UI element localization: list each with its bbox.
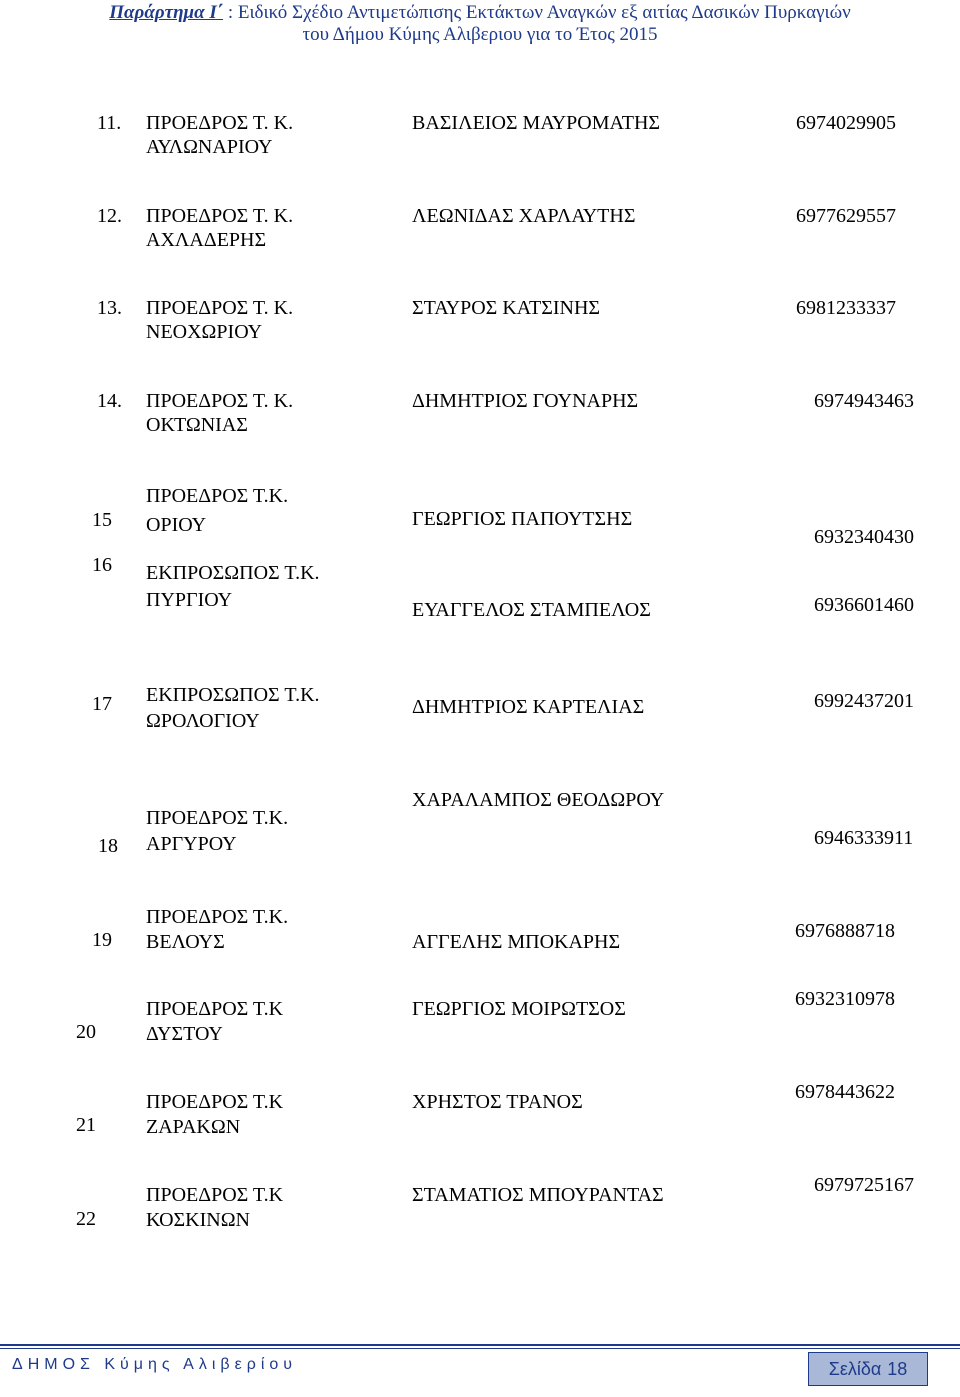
person-name: ΔΗΜΗΤΡΙΟΣ ΚΑΡΤΕΛΙΑΣ: [412, 696, 645, 718]
person-name: ΛΕΩΝΙΔΑΣ ΧΑΡΛΑΥΤΗΣ: [412, 205, 636, 227]
position-title: ΠΡΟΕΔΡΟΣ Τ. Κ.: [146, 205, 294, 227]
phone-number: 6978443622: [795, 1081, 895, 1103]
phone-number: 6979725167: [814, 1174, 914, 1196]
footer-rule: [0, 1344, 960, 1346]
community-name: ΟΚΤΩΝΙΑΣ: [146, 414, 248, 436]
community-name: ΑΥΛΩΝΑΡΙΟΥ: [146, 136, 273, 158]
row-number: 11.: [97, 112, 122, 134]
row-number: 22: [76, 1208, 96, 1230]
page-label: Σελίδα: [828, 1358, 882, 1379]
row-number: 20: [76, 1021, 96, 1043]
row-number: 15: [92, 509, 112, 531]
row-number: 18: [98, 835, 118, 857]
page-number-badge: [808, 1352, 928, 1386]
position-title: ΠΡΟΕΔΡΟΣ Τ.Κ: [146, 1091, 284, 1113]
page-number: 18: [887, 1358, 908, 1379]
phone-number: 6974029905: [796, 112, 896, 134]
row-number: 12.: [97, 205, 122, 227]
appendix-label: Παράρτημα Ι΄: [109, 2, 224, 23]
person-name: ΣΤΑΜΑΤΙΟΣ ΜΠΟΥΡΑΝΤΑΣ: [412, 1184, 664, 1206]
row-number: 14.: [97, 390, 122, 412]
position-title: ΠΡΟΕΔΡΟΣ Τ.Κ: [146, 998, 284, 1020]
position-title: ΠΡΟΕΔΡΟΣ Τ. Κ.: [146, 390, 294, 412]
position-title: ΠΡΟΕΔΡΟΣ Τ.Κ.: [146, 485, 289, 507]
row-number: 19: [92, 929, 112, 951]
community-name: ΖΑΡΑΚΩΝ: [146, 1116, 241, 1138]
community-name: ΑΧΛΑΔΕΡΗΣ: [146, 229, 267, 251]
row-number: 13.: [97, 297, 122, 319]
person-name: ΓΕΩΡΓΙΟΣ ΜΟΙΡΩΤΣΟΣ: [412, 998, 626, 1020]
header-line-1: [0, 2, 960, 24]
community-name: ΩΡΟΛΟΓΙΟΥ: [146, 710, 260, 732]
community-name: ΒΕΛΟΥΣ: [146, 931, 225, 953]
phone-number: 6932310978: [795, 988, 895, 1010]
phone-number: 6981233337: [796, 297, 896, 319]
phone-number: 6946333911: [814, 827, 914, 849]
position-title: ΠΡΟΕΔΡΟΣ Τ. Κ.: [146, 112, 294, 134]
phone-number: 6974943463: [814, 390, 914, 412]
position-title: ΠΡΟΕΔΡΟΣ Τ. Κ.: [146, 297, 294, 319]
community-name: ΔΥΣΤΟΥ: [146, 1023, 223, 1045]
position-title: ΠΡΟΕΔΡΟΣ Τ.Κ: [146, 1184, 284, 1206]
community-name: ΚΟΣΚΙΝΩΝ: [146, 1209, 251, 1231]
phone-number: 6932340430: [814, 526, 914, 548]
footer-rule-thin: [0, 1348, 960, 1349]
phone-number: 6977629557: [796, 205, 896, 227]
phone-number: 6992437201: [814, 690, 914, 712]
row-number: 21: [76, 1114, 96, 1136]
person-name: ΑΓΓΕΛΗΣ ΜΠΟΚΑΡΗΣ: [412, 931, 621, 953]
header-title: : Ειδικό Σχέδιο Αντιμετώπισης Εκτάκτων Αναγκών εξ αιτίας Δασικών Πυρκαγιών: [223, 2, 851, 23]
community-name: ΑΡΓΥΡΟΥ: [146, 833, 237, 855]
person-name: ΧΑΡΑΛΑΜΠΟΣ ΘΕΟΔΩΡΟΥ: [412, 789, 665, 811]
position-title: ΠΡΟΕΔΡΟΣ Τ.Κ.: [146, 807, 289, 829]
position-title: ΕΚΠΡΟΣΩΠΟΣ Τ.Κ.: [146, 684, 320, 706]
position-title: ΕΚΠΡΟΣΩΠΟΣ Τ.Κ.: [146, 562, 320, 584]
row-number: 16: [92, 554, 112, 576]
person-name: ΓΕΩΡΓΙΟΣ ΠΑΠΟΥΤΣΗΣ: [412, 508, 633, 530]
community-name: ΠΥΡΓΙΟΥ: [146, 589, 233, 611]
position-title: ΠΡΟΕΔΡΟΣ Τ.Κ.: [146, 906, 289, 928]
phone-number: 6936601460: [814, 594, 914, 616]
footer-municipality: ΔΗΜΟΣ Κύμης Αλιβερίου: [12, 1356, 298, 1373]
row-number: 17: [92, 693, 112, 715]
person-name: ΔΗΜΗΤΡΙΟΣ ΓΟΥΝΑΡΗΣ: [412, 390, 639, 412]
community-name: ΝΕΟΧΩΡΙΟΥ: [146, 321, 263, 343]
person-name: ΣΤΑΥΡΟΣ ΚΑΤΣΙΝΗΣ: [412, 297, 601, 319]
person-name: ΒΑΣΙΛΕΙΟΣ ΜΑΥΡΟΜΑΤΗΣ: [412, 112, 661, 134]
community-name: ΟΡΙΟΥ: [146, 514, 207, 536]
phone-number: 6976888718: [795, 920, 895, 942]
header-line-2: του Δήμου Κύμης Αλιβεριου για το Έτος 2015: [302, 24, 658, 45]
person-name: ΕΥΑΓΓΕΛΟΣ ΣΤΑΜΠΕΛΟΣ: [412, 599, 651, 621]
person-name: ΧΡΗΣΤΟΣ ΤΡΑΝΟΣ: [412, 1091, 583, 1113]
